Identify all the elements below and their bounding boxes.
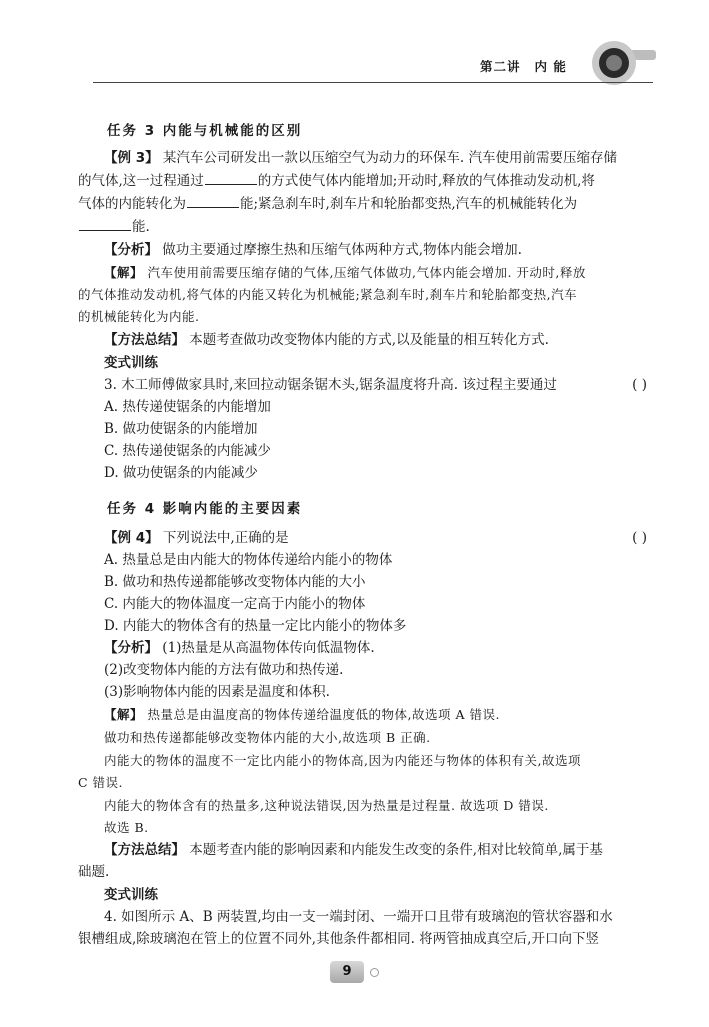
example3-label: 【例 3】: [104, 150, 159, 166]
solution4-line5: 内能大的物体含有的热量多,这种说法错误,因为热量是过程量. 故选项 D 错误.: [104, 798, 549, 813]
method4-line1: 【方法总结】 本题考查内能的影响因素和内能发生改变的条件,相对比较简单,属于基: [104, 842, 603, 858]
ex4-option-b: B. 做功和热传递都能够改变物体内能的大小: [104, 574, 366, 590]
fill-blank-3: [79, 218, 131, 231]
header-badge-icon: [590, 38, 660, 88]
fill-blank-1: [205, 172, 257, 185]
solution4-line2: 做功和热传递都能够改变物体内能的大小,故选项 B 正确.: [104, 730, 431, 745]
analysis4-line1: 【分析】 (1)热量是从高温物体传向低温物体.: [104, 640, 375, 656]
solution4-line4: C 错误.: [78, 775, 124, 790]
page-number: 9: [330, 961, 364, 983]
ex4-option-a: A. 热量总是由内能大的物体传递给内能小的物体: [104, 552, 393, 568]
task3-title: 任务 3 内能与机械能的区别: [107, 123, 303, 139]
solution4-line1: 【解】 热量总是由温度高的物体传递给温度低的物体,故选项 A 错误.: [104, 707, 500, 722]
practice3-heading: 变式训练: [104, 355, 158, 371]
q3-option-d: D. 做功使锯条的内能减少: [104, 465, 258, 481]
task4-title: 任务 4 影响内能的主要因素: [107, 501, 303, 517]
header-rule: [93, 82, 653, 83]
example3-line2: 的气体,这一过程通过 的方式使气体内能增加;开动时,释放的气体推动发动机,将: [78, 173, 595, 189]
running-header: [480, 57, 567, 75]
solution4-line6: 故选 B.: [104, 820, 149, 835]
question4-line1: 4. 如图所示 A、B 两装置,均由一支一端封闭、一端开口且带有玻璃泡的管状容器和水: [104, 909, 613, 925]
lecture-label: 第二讲: [480, 59, 521, 74]
example4: 【例 4】 下列说法中,正确的是 ( ): [104, 530, 647, 546]
page-dot-icon: [370, 968, 379, 977]
question3: 3. 木工师傅做家具时,来回拉动锯条锯木头,锯条温度将升高. 该过程主要通过 ( ): [104, 377, 647, 393]
solution3-line2: 的气体推动发动机,将气体的内能又转化为机械能;紧急刹车时,刹车片和轮胎都变热,汽车: [78, 287, 578, 302]
example3-line1: 【例 3】 某汽车公司研发出一款以压缩空气为动力的环保车. 汽车使用前需要压缩存储: [104, 150, 617, 166]
analysis3: 【分析】 做功主要通过摩擦生热和压缩气体两种方式,物体内能会增加.: [104, 242, 522, 258]
q3-option-b: B. 做功使锯条的内能增加: [104, 421, 258, 437]
ex4-option-d: D. 内能大的物体含有的热量一定比内能小的物体多: [104, 618, 407, 634]
method4-line2: 础题.: [78, 864, 110, 880]
practice4-heading: 变式训练: [104, 887, 158, 903]
solution3-line1: 【解】 汽车使用前需要压缩存储的气体,压缩气体做功,气体内能会增加. 开动时,释放: [104, 265, 586, 280]
analysis4-line3: (3)影响物体内能的因素是温度和体积.: [104, 684, 330, 700]
example3-line4: 能.: [78, 218, 647, 236]
method3: 【方法总结】 本题考查做功改变物体内能的方式,以及能量的相互转化方式.: [104, 332, 549, 348]
q3-option-a: A. 热传递使锯条的内能增加: [104, 399, 271, 415]
ex4-option-c: C. 内能大的物体温度一定高于内能小的物体: [104, 596, 366, 612]
analysis4-line2: (2)改变物体内能的方法有做功和热传递.: [104, 662, 344, 678]
example3-line3: 气体的内能转化为 能;紧急刹车时,刹车片和轮胎都变热,汽车的机械能转化为: [78, 196, 578, 212]
question4-line2: 银槽组成,除玻璃泡在管上的位置不同外,其他条件都相同. 将两管抽成真空后,开口向下竖: [78, 931, 599, 947]
fill-blank-2: [187, 195, 239, 208]
solution4-line3: 内能大的物体的温度不一定比内能小的物体高,因为内能还与物体的体积有关,故选项: [104, 753, 581, 768]
q3-option-c: C. 热传递使锯条的内能减少: [104, 443, 271, 459]
solution3-line3: 的机械能转化为内能.: [78, 309, 200, 324]
lecture-topic: 内 能: [534, 59, 567, 74]
